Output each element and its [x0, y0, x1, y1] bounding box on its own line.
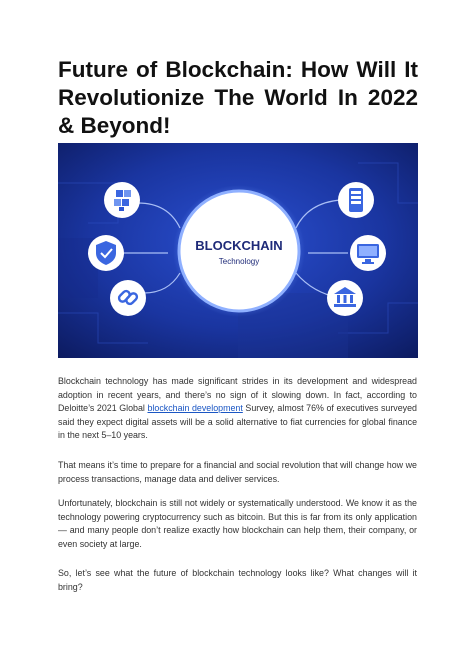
- paragraph-intro: [58, 375, 417, 443]
- blockchain-development-link[interactable]: blockchain development: [147, 403, 243, 414]
- shield-check-icon: [88, 235, 124, 271]
- paragraph-revolution: That means it’s time to prepare for a financial and social revolution that will change how we process transactions, manage data and deliver services.: [58, 460, 417, 484]
- chain-link-icon: [110, 280, 146, 316]
- hero-heading: BLOCKCHAIN: [195, 238, 283, 253]
- bank-icon: [327, 280, 363, 316]
- paragraph-intro-text-start: Blockchain technology has made significant strides in its development and widespread adoption in recent years, and there’s no sign of it slowing down. In fact, according to Deloitte’s 2021 Global: [58, 376, 417, 414]
- hero-subheading: Technology: [218, 257, 260, 266]
- paragraph-future: So, let’s see what the future of blockchain technology looks like? What changes will it bring?: [58, 568, 417, 592]
- monitor-icon: [350, 235, 386, 271]
- cubes-icon: [104, 182, 140, 218]
- article-title: Future of Blockchain: How Will It Revolutionize The World In 2022 & Beyond!: [58, 57, 418, 138]
- mobile-app-icon: [338, 182, 374, 218]
- paragraph-intro-text-end: Survey, almost 76% of executives surveyed said they expect digital assets will be a solid alternative to fiat currencies for global finance in the next 5–10 years.: [58, 403, 417, 441]
- hero-image: [58, 143, 418, 358]
- paragraph-understanding: Unfortunately, blockchain is still not widely or systematically understood. We know it as the technology powering cryptocurrency such as bitcoin. But this is far from its only application — and many people don’t realize exactly how blockchain can help them, their company, or even society at large.: [58, 498, 417, 549]
